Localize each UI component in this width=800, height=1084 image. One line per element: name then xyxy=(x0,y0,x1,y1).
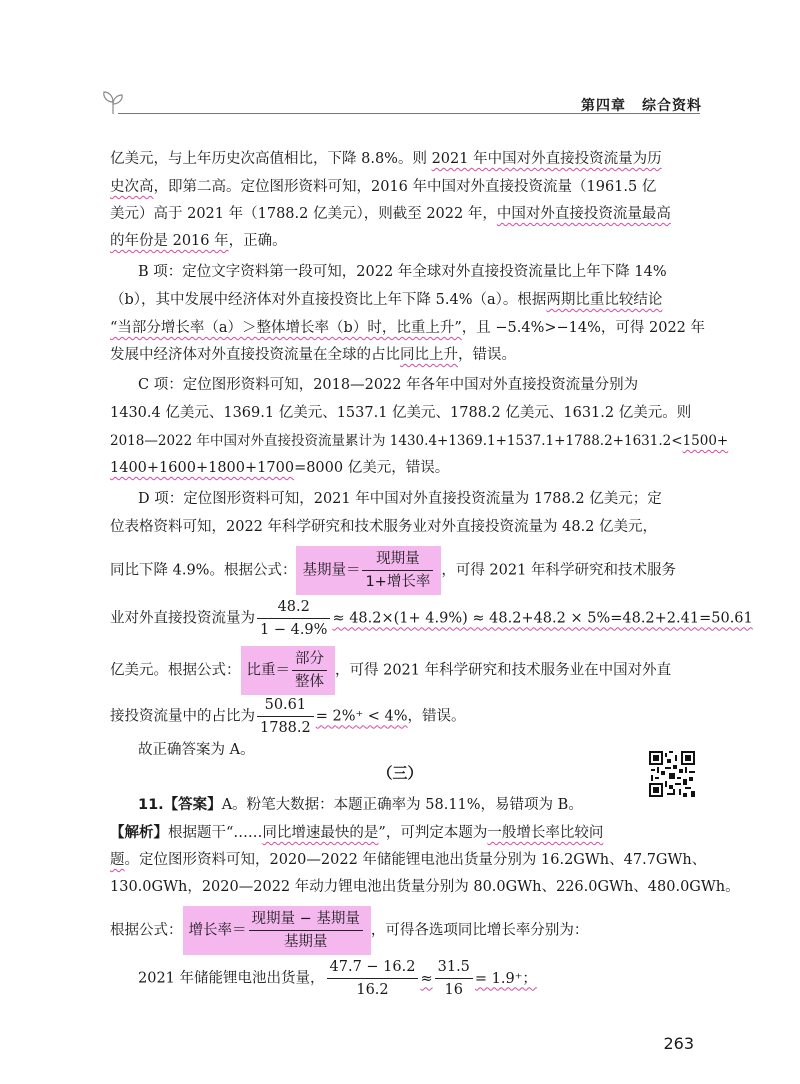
p4-line4: 业对外直接投资流量为 $\frac{48.2}{1 - 4.9\%}$ ≈ 48.2×(1+ 4.9%) ≈ 48.2+48.2 × 5%=48.2+2.41=50.61 xyxy=(110,596,690,641)
chapter-label: 第四章 xyxy=(581,98,626,114)
q11-line5: 根据公式： 增长率＝ $\frac{\text{现期量 − 基期量}}{\text{基期量}}$ ，可得各选项同比增长率分别为： xyxy=(110,906,690,955)
qr-code-icon xyxy=(649,751,695,797)
p1-line3: 美元）高于 2021 年（1788.2 亿美元），则截至 2022 年，中国对外直接投资流量最高 xyxy=(110,206,671,222)
p3-line4: 1400+1600+1800+1700=8000 亿美元，错误。 xyxy=(110,460,450,476)
p4-line5: 亿美元。根据公式： 比重＝ $\frac{\text{部分}}{\text{整体}}$ ，可得 2021 年科学研究和技术服务业在中国对外直 xyxy=(110,646,690,695)
formula-proportion: 比重＝ $\frac{\text{部分}}{\text{整体}}$ xyxy=(241,646,336,695)
p3-line2: 1430.4 亿美元、1369.1 亿美元、1537.1 亿美元、1788.2 亿美元、1631.2 亿美元。则 xyxy=(110,405,692,421)
p4-line2: 位表格资料可知，2022 年科学研究和技术服务业对外直接投资流量为 48.2 亿美元， xyxy=(110,519,658,535)
formula-growth-rate: 增长率＝ $\frac{\text{现期量 − 基期量}}{\text{基期量}}$ xyxy=(183,906,371,955)
p1-line4: 的年份是 2016 年，正确。 xyxy=(110,233,287,249)
q11-line3: 题。定位图形资料可知，2020—2022 年储能锂电池出货量分别为 16.2GWh、47.7GWh、 xyxy=(110,852,707,868)
p2-line4: 发展中经济体对外直接投资流量在全球的占比同比上升，错误。 xyxy=(110,347,516,363)
q11-line4: 130.0GWh，2020—2022 年动力锂电池出货量分别为 80.0GWh、226.0GWh、480.0GWh。 xyxy=(110,879,740,895)
p4-line3: 同比下降 4.9%。根据公式： 基期量＝ $\frac{\text{现期量}}{\text{1+增长率}}$ ，可得 2021 年科学研究和技术服务 xyxy=(110,546,690,595)
q11-line6: 2021 年储能锂电池出货量， $\frac{47.7 - 16.2}{16.2}$ ≈ $\frac{31.5}{16}$ = 1.9⁺； xyxy=(138,956,718,1001)
p1-line2: 史次高，即第二高。定位图形资料可知，2016 年中国对外直接投资流量（1961.5 亿 xyxy=(110,179,657,195)
p3-line1: C 项：定位图形资料可知，2018—2022 年各年中国对外直接投资流量分别为 xyxy=(138,377,639,393)
p2-line1: B 项：定位文字资料第一段可知，2022 年全球对外直接投资流量比上年下降 14% xyxy=(138,264,667,280)
page-number: 263 xyxy=(663,1034,694,1053)
p3-line3: 2018—2022 年中国对外直接投资流量累计为 1430.4+1369.1+1537.1+1788.2+1631.2<1500+ xyxy=(110,433,729,449)
p1-line1: 亿美元，与上年历史次高值相比，下降 8.8%。则 2021 年中国对外直接投资流量为历 xyxy=(110,151,662,167)
p4-line6: 接投资流量中的占比为 $\frac{50.61}{1788.2}$ = 2%⁺ < 4%，错误。 xyxy=(110,694,690,739)
running-header xyxy=(565,95,702,115)
chapter-title: 综合资料 xyxy=(642,98,702,114)
formula-base-period: 基期量＝ $\frac{\text{现期量}}{\text{1+增长率}}$ xyxy=(296,546,441,595)
p4-line1: D 项：定位图形资料可知，2021 年中国对外直接投资流量为 1788.2 亿美元；定 xyxy=(138,491,662,507)
q11-line1: 11.【答案】A。粉笔大数据：本题正确率为 58.11%，易错项为 B。 xyxy=(138,797,583,813)
p2-line3: “当部分增长率（a）＞整体增长率（b）时，比重上升”，且 −5.4%>−14%，可得 2022 年 xyxy=(110,320,706,336)
conclusion: 故正确答案为 A。 xyxy=(138,742,255,758)
q11-line2: 【解析】根据题干“……同比增速最快的是”，可判定本题为一般增长率比较问 xyxy=(110,825,604,841)
section-title: （三） xyxy=(377,764,423,782)
p2-line2: （b），其中发展中经济体对外直接投资比上年下降 5.4%（a）。根据两期比重比较结论 xyxy=(110,292,663,308)
